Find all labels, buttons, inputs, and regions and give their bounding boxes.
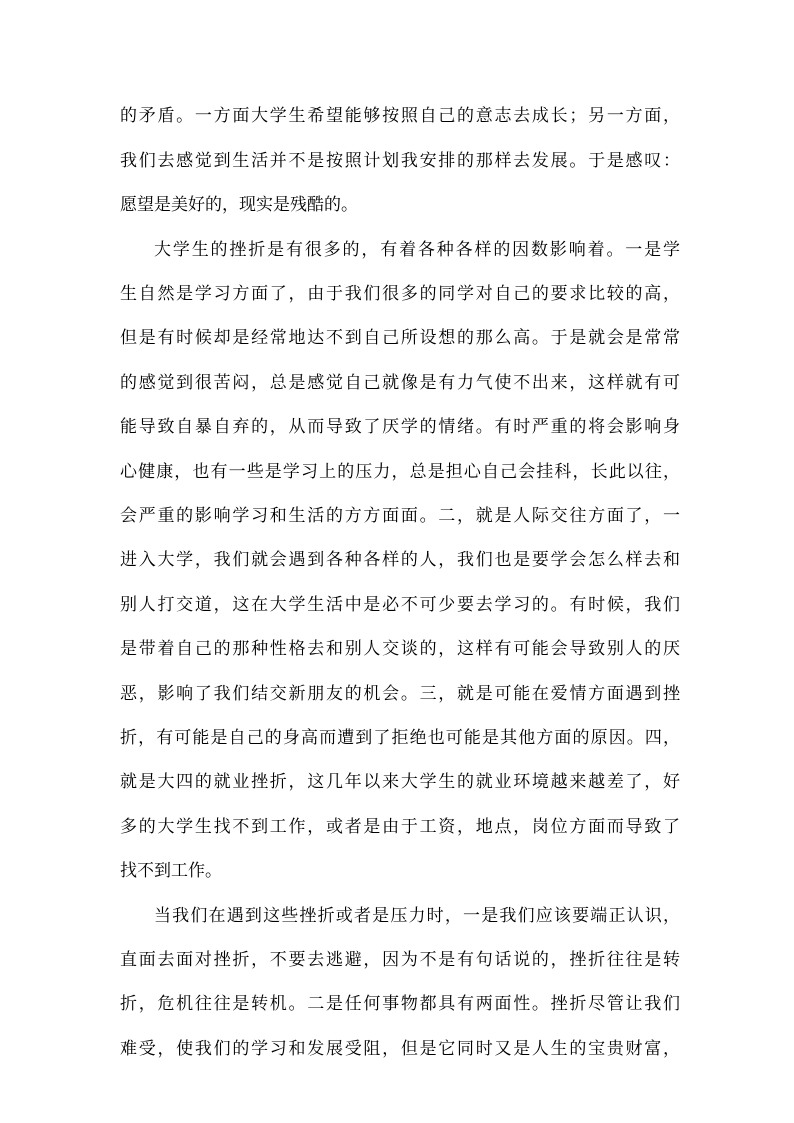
text-line: 是带着自己的那种性格去和别人交谈的，这样有可能会导致别人的厌: [120, 639, 680, 659]
text-line: 多的大学生找不到工作，或者是由于工资，地点，岗位方面而导致了: [120, 817, 680, 837]
text-line: 直面去面对挫折，不要去逃避，因为不是有句话说的，挫折往往是转: [120, 950, 680, 970]
paragraph-first-line: 当我们在遇到这些挫折或者是压力时，一是我们应该要端正认识，: [154, 906, 680, 926]
paragraph-first-line: 大学生的挫折是有很多的，有着各种各样的因数影响着。一是学: [154, 240, 680, 260]
text-line: 心健康，也有一些是学习上的压力，总是担心自己会挂科，长此以往，: [120, 462, 680, 482]
text-line: 能导致自暴自弃的，从而导致了厌学的情绪。有时严重的将会影响身: [120, 417, 680, 437]
text-line: 的矛盾。一方面大学生希望能够按照自己的意志去成长；另一方面，: [120, 106, 680, 126]
text-line: 生自然是学习方面了，由于我们很多的同学对自己的要求比较的高，: [120, 284, 680, 304]
text-line: 别人打交道，这在大学生活中是必不可少要去学习的。有时候，我们: [120, 595, 680, 615]
text-line: 的感觉到很苦闷，总是感觉自己就像是有力气使不出来，这样就有可: [120, 373, 680, 393]
text-line: 就是大四的就业挫折，这几年以来大学生的就业环境越来越差了，好: [120, 772, 680, 792]
text-line: 但是有时候却是经常地达不到自己所设想的那么高。于是就会是常常: [120, 328, 680, 348]
text-line: 恶，影响了我们结交新朋友的机会。三，就是可能在爱情方面遇到挫: [120, 684, 680, 704]
text-line: 难受，使我们的学习和发展受阻，但是它同时又是人生的宝贵财富，: [120, 1039, 680, 1059]
text-line: 会严重的影响学习和生活的方方面面。二，就是人际交往方面了，一: [120, 506, 680, 526]
text-line: 进入大学，我们就会遇到各种各样的人，我们也是要学会怎么样去和: [120, 550, 680, 570]
text-line: 我们去感觉到生活并不是按照计划我安排的那样去发展。于是感叹：: [120, 151, 680, 171]
text-line: 愿望是美好的，现实是残酷的。: [120, 195, 358, 215]
text-line: 折，有可能是自己的身高而遭到了拒绝也可能是其他方面的原因。四，: [120, 728, 680, 748]
text-line: 折，危机往往是转机。二是任何事物都具有两面性。挫折尽管让我们: [120, 994, 680, 1014]
text-line: 找不到工作。: [120, 861, 222, 881]
